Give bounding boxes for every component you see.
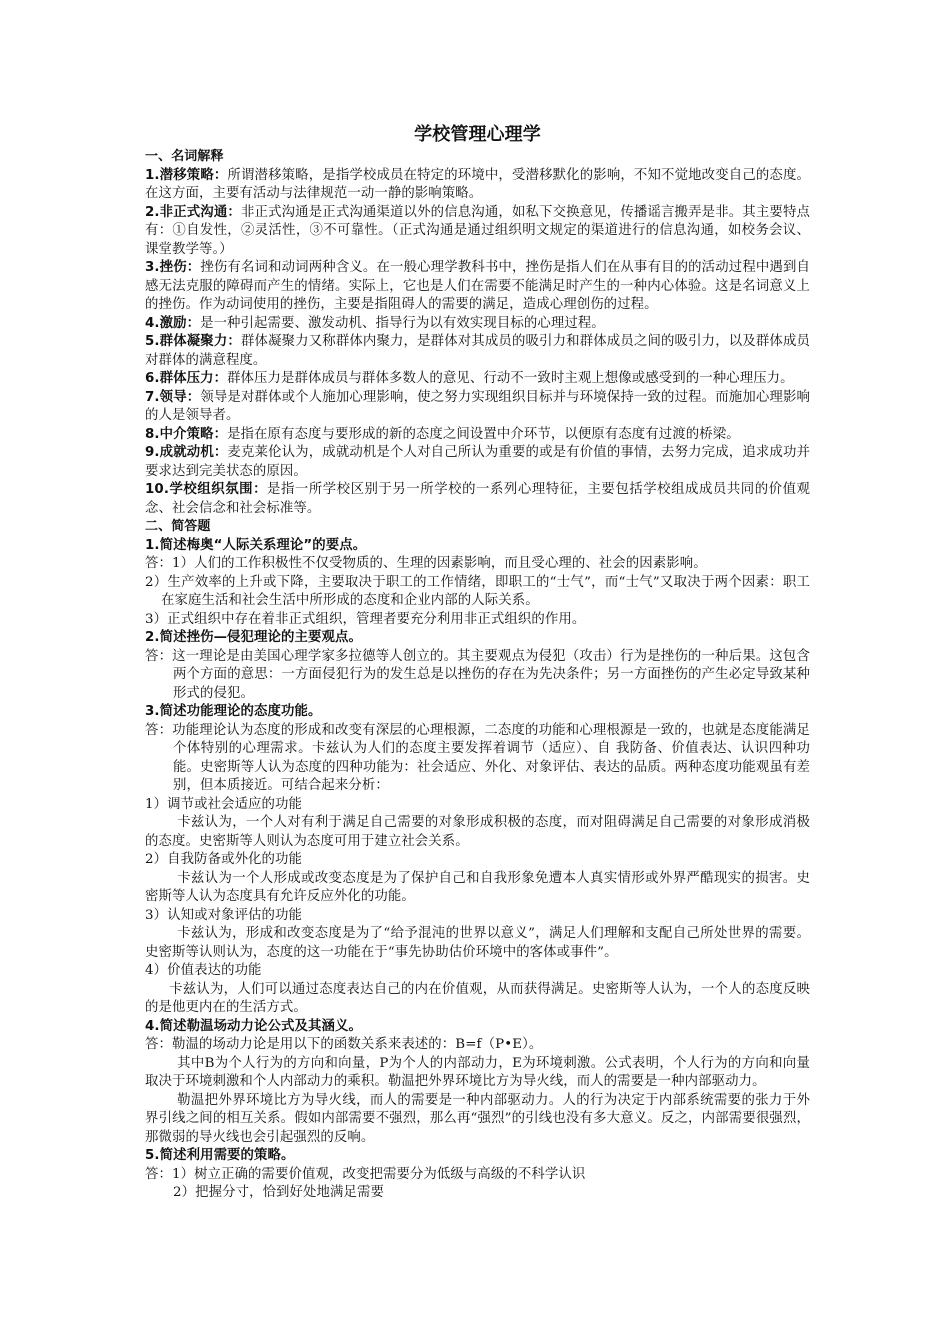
definition-term: 7.领导： [145, 389, 201, 405]
subpoint-heading: 2）自我防备或外化的功能 [145, 852, 303, 867]
definition-text: 非正式沟通是正式沟通渠道以外的信息沟通，如私下交换意见，传播谣言搬弄是非。其主要特点有：①自发性，②灵活性，③不可靠性。（正式沟通是通过组织明文规定的渠道进行的信息沟通，如校务会议、课堂教学等。） [145, 204, 810, 257]
subpoint-text: 卡兹认为，形成和改变态度是为了“给予混沌的世界以意义”，满足人们理解和支配自己所处世界的需要。史密斯等认则认为，态度的这一功能在于“事先协助估价环境中的客体或事件”。 [145, 926, 810, 960]
definition-term: 4.激励： [145, 315, 201, 331]
subpoint-heading: 3）认知或对象评估的功能 [145, 907, 303, 923]
definition-term: 9.成就动机： [145, 445, 228, 460]
answer-text: 3）正式组织中存在着非正式组织，管理者要充分利用非正式组织的作用。 [145, 611, 586, 627]
subpoint-text: 卡兹认为一个人形成或改变态度是为了保护自己和自我形象免遭本人真实情形或外界严酷现实的损害。史密斯等人认为态度具有允许反应外化的功能。 [145, 870, 810, 904]
answer-paragraph: 勒温把外界环境比方为导火线，而人的需要是一种内部驱动力。人的行为决定于内部系统需要的张力于外界引线之间的相互关系。假如内部需要不强烈，那么再“强烈”的引线也没有多大意义。反之，内部需要很强烈，那微弱的导火线也会引起强烈的反响。 [145, 1092, 810, 1145]
definition-term: 3.挫伤： [145, 260, 201, 275]
definition-item [145, 426, 810, 445]
definition-text: 挫伤有名词和动词两种含义。在一般心理学教科书中，挫伤是指人们在从事有目的的活动过程中遇到自感无法克服的障碍而产生的情绪。实际上，它也是人们在需要不能满足时产生的一种内心体验。这是名词意义上的挫伤。作为动词使用的挫伤，主要是指阻碍人的需要的满足，造成心理创伤的过程。 [145, 260, 811, 312]
section-heading-definitions: 一、名词解释 [145, 149, 224, 164]
answer-text: 答：1）树立正确的需要价值观，改变把需要分为低级与高级的不科学认识 [145, 1166, 586, 1182]
definition-text: 麦克莱伦认为，成就动机是个人对自己所认为重要的或是有价值的事情，去努力完成，追求成功并要求达到完美状态的原因。 [145, 445, 811, 479]
definition-text: 是一种引起需要、激发动机、指导行为以有效实现目标的心理过程。 [200, 315, 605, 331]
section-heading-short-answers: 二、简答题 [145, 519, 211, 534]
definition-text: 是指在原有态度与要形成的新的态度之间设置中介环节，以便原有态度有过渡的桥梁。 [227, 426, 740, 442]
definition-text: 是指一所学校区别于另一所学校的一系列心理特征，主要包括学校组成成员共同的价值观念、社会信念和社会标准等。 [145, 482, 810, 516]
definition-term: 10.学校组织氛围： [145, 482, 268, 497]
answer-text: 答：这一理论是由美国心理学家多拉德等人创立的。其主要观点为侵犯（攻击）行为是挫伤的一种后果。这包含两个方面的意思：一方面侵犯行为的发生总是以挫伤的存在为先决条件；另一方面挫伤的产生必定导致某种形式的侵犯。 [145, 648, 810, 701]
definition-text: 所谓潜移策略，是指学校成员在特定的环境中，受潜移默化的影响，不知不觉地改变自己的态度。在这方面，主要有活动与法律规范一动一静的影响策略。 [145, 167, 811, 201]
document-title: 学校管理心理学 [414, 124, 541, 145]
answer-text: 答：功能理论认为态度的形成和改变有深层的心理根源，二态度的功能和心理根源是一致的，也就是态度能满足个体特别的心理需求。卡兹认为人们的态度主要发挥着调节（适应）、自 我防备、价值表达、认识四种功能。史密斯等人认为态度的四种功能为：社会适应、外化、对象评估、表达的品质。两种态度功能观虽有差别，但本质接近。可结合起来分析： [145, 722, 810, 793]
definition-term: 5.群体凝聚力： [145, 334, 241, 349]
definition-term: 6.群体压力： [145, 371, 228, 386]
definition-item [145, 389, 810, 426]
definition-item [145, 315, 810, 334]
definition-item [145, 204, 810, 260]
subpoint-heading: 1）调节或社会适应的功能 [145, 796, 303, 812]
question-title: 3.简述功能理论的态度功能。 [145, 704, 322, 719]
definition-item [145, 444, 810, 481]
question-title: 2.简述挫伤—侵犯理论的主要观点。 [145, 630, 362, 645]
subpoint-text: 卡兹认为，一个人对有利于满足自己需要的对象形成积极的态度，而对阻碍满足自己需要的对象形成消极的态度。史密斯等人则认为态度可用于建立社会关系。 [145, 815, 810, 849]
question-title: 1.简述梅奥“人际关系理论”的要点。 [145, 537, 367, 553]
question-title: 5.简述利用需要的策略。 [145, 1148, 295, 1163]
question-title: 4.简述勒温场动力论公式及其涵义。 [145, 1018, 362, 1034]
answer-text: 2）生产效率的上升或下降，主要取决于职工的工作情绪，即职工的“士气”，而“士气”又取决于两个因素：职工在家庭生活和社会生活中所形成的态度和企业内部的人际关系。 [145, 574, 810, 608]
definition-item [145, 481, 810, 518]
answer-text: 答：勒温的场动力论是用以下的函数关系来表述的：B=f（P•E）。 [145, 1037, 543, 1052]
definition-text: 群体压力是群体成员与群体多数人的意见、行动不一致时主观上想像或感受到的一种心理压力。 [227, 371, 794, 386]
definition-term: 8.中介策略： [145, 426, 228, 442]
document-body [145, 124, 810, 1203]
definition-item [145, 167, 810, 204]
definition-term: 2.非正式沟通： [145, 204, 241, 220]
subpoint-text: 卡兹认为，人们可以通过态度表达自己的内在价值观，从而获得满足。史密斯等人认为，一个人的态度反映的是他更内在的生活方式。 [145, 981, 810, 1015]
answer-paragraph: 其中B为个人行为的方向和向量，P为个人的内部动力，E为环境刺激。公式表明，个人行为的方向和向量取决于环境刺激和个人内部动力的乘积。勒温把外界环境比方为导火线，而人的需要是一种内部驱动力。 [145, 1055, 810, 1089]
definition-term: 1.潜移策略： [145, 167, 228, 183]
definition-item [145, 370, 810, 389]
subpoint-heading: 4）价值表达的功能 [145, 963, 262, 978]
definition-item [145, 259, 810, 315]
definition-text: 领导是对群体或个人施加心理影响，使之努力实现组织目标并与环境保持一致的过程。而施加心理影响的人是领导者。 [145, 389, 811, 423]
definition-text: 群体凝聚力又称群体内聚力，是群体对其成员的吸引力和群体成员之间的吸引力，以及群体成员对群体的满意程度。 [145, 334, 810, 368]
answer-text: 2）把握分寸，恰到好处地满足需要 [173, 1185, 384, 1200]
definition-item [145, 333, 810, 370]
answer-text: 答：1）人们的工作积极性不仅受物质的、生理的因素影响，而且受心理的、社会的因素影响。 [145, 556, 707, 571]
